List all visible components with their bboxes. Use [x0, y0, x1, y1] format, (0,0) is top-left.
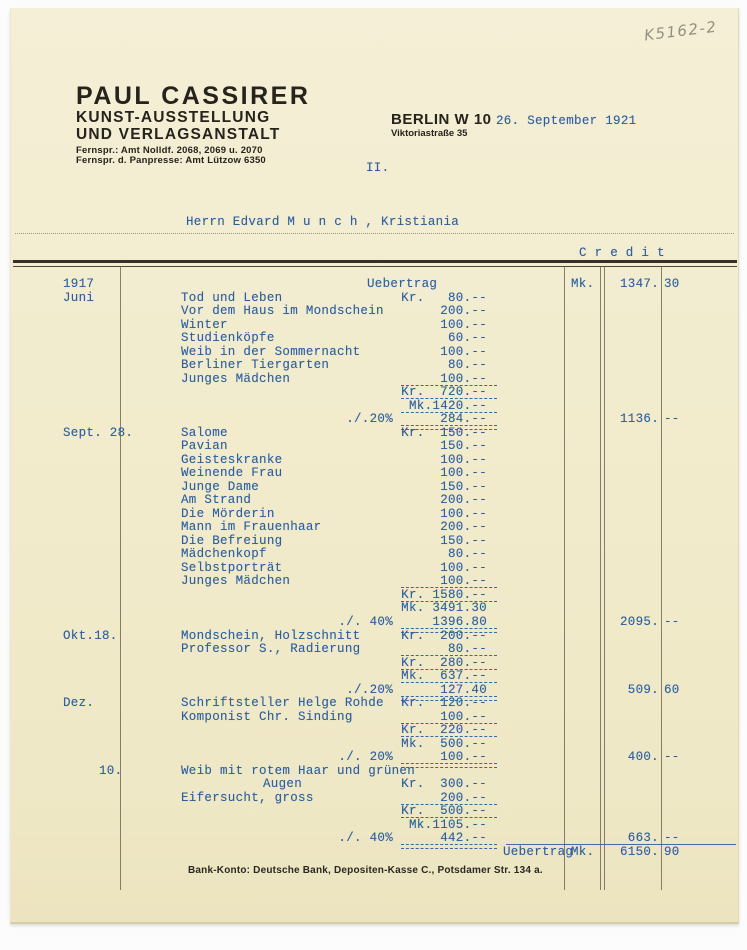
row-date: 1917	[63, 277, 95, 291]
table-row	[11, 386, 738, 400]
row-total-marks: 509.	[627, 682, 659, 697]
row-amount-kr: 1396.80	[432, 615, 487, 629]
row-total-pfennig: 30	[664, 277, 680, 291]
table-row	[11, 454, 738, 468]
row-description: Professor S., Radierung	[181, 642, 361, 657]
table-row	[11, 332, 738, 346]
letterhead-name: PAUL CASSIRER	[76, 82, 311, 110]
row-amount-kr: 200.--	[440, 520, 487, 535]
row-amount-kr: 150.--	[440, 439, 487, 454]
row-description: Vor dem Haus im Mondschein	[181, 304, 384, 319]
row-amount-kr: 80.--	[447, 642, 487, 657]
row-description: Komponist Chr. Sinding	[181, 709, 353, 724]
table-row	[11, 711, 738, 725]
row-total-pfennig: --	[664, 750, 680, 765]
row-description: Am Strand	[181, 493, 252, 508]
row-amount-kr: Kr. 1580.--	[401, 587, 487, 602]
addressee-line: Herrn Edvard M u n c h , Kristiania	[186, 215, 460, 229]
row-discount-percent: ./. 40%	[338, 615, 393, 629]
row-amount-kr: Mk. 637.--	[401, 669, 487, 684]
table-row	[11, 778, 738, 792]
row-description: Die Befreiung	[181, 533, 283, 548]
row-amount-kr: 80.--	[447, 547, 487, 562]
row-description: Weib mit rotem Haar und grünen	[181, 763, 416, 778]
row-amount-kr: 100.--	[440, 317, 487, 332]
row-amount-kr: Kr. 280.--	[401, 655, 487, 670]
ledger-rows	[11, 8, 738, 922]
letterhead-line2: KUNST-AUSSTELLUNG	[76, 109, 271, 126]
table-row	[11, 278, 738, 292]
row-amount-kr: 100.--	[440, 466, 487, 481]
row-amount-kr: 60.--	[447, 331, 487, 346]
row-amount-kr: Kr. 80.--	[401, 290, 487, 305]
row-description: Salome	[181, 425, 228, 440]
row-total-pfennig: --	[664, 412, 680, 427]
row-description: Mondschein, Holzschnitt	[181, 628, 361, 643]
row-amount-kr: 100.--	[440, 750, 487, 765]
row-total-marks: 6150.	[619, 844, 659, 859]
table-row	[11, 846, 738, 860]
row-total-marks: 1136.	[619, 412, 659, 427]
letterhead-line3: UND VERLAGSANSTALT	[76, 126, 281, 143]
row-description: Augen	[263, 777, 303, 792]
table-row	[11, 575, 738, 589]
row-amount-kr: 284.--	[440, 412, 487, 427]
row-amount-kr: 150.--	[440, 479, 487, 494]
table-row	[11, 346, 738, 360]
table-row	[11, 521, 738, 535]
row-description: Geisteskranke	[181, 452, 283, 467]
letterhead-phone1: Fernspr.: Amt Nolldf. 2068, 2069 u. 2070	[76, 145, 263, 156]
row-discount-percent: ./. 20%	[338, 750, 393, 765]
row-description: Tod und Leben	[181, 290, 283, 305]
row-amount-kr: 127.40	[440, 682, 487, 697]
row-description: Weib in der Sommernacht	[181, 344, 361, 359]
row-description: Studienköpfe	[181, 331, 275, 346]
row-description: Junges Mädchen	[181, 574, 291, 589]
row-total-pfennig: --	[664, 615, 680, 629]
table-row	[11, 562, 738, 576]
row-description: Weinende Frau	[181, 466, 283, 481]
letterhead-phone2: Fernspr. d. Panpresse: Amt Lützow 6350	[76, 155, 266, 166]
row-description: Junge Dame	[181, 479, 260, 494]
row-date: Dez.	[63, 696, 95, 711]
row-amount-kr: 100.--	[440, 506, 487, 521]
bank-account-footer: Bank-Konto: Deutsche Bank, Depositen-Kasse C., Potsdamer Str. 134 a.	[188, 865, 543, 876]
row-amount-kr: 100.--	[440, 371, 487, 386]
row-amount-kr: Kr. 220.--	[401, 723, 487, 738]
row-description: Mann im Frauenhaar	[181, 520, 322, 535]
table-row	[11, 670, 738, 684]
table-row	[11, 643, 738, 657]
row-total-pfennig: --	[664, 831, 680, 846]
table-row	[11, 765, 738, 779]
row-amount-kr: Kr. 200.--	[401, 628, 487, 643]
table-row	[11, 467, 738, 481]
row-date: 10.	[99, 763, 123, 778]
row-amount-kr: Kr. 150.--	[401, 425, 487, 440]
row-total-marks: 400.	[627, 750, 659, 765]
archival-note: K5162-2	[643, 17, 719, 45]
row-amount-kr: Mk. 3491.30	[401, 601, 487, 616]
row-date: Okt.18.	[63, 628, 118, 643]
row-amount-kr: 200.--	[440, 304, 487, 319]
row-amount-kr: Kr. 120.--	[401, 696, 487, 711]
row-amount-kr: 100.--	[440, 344, 487, 359]
letter-paper	[10, 8, 739, 924]
table-row	[11, 305, 738, 319]
row-amount-kr: 100.--	[440, 709, 487, 724]
row-total-pfennig: 60	[664, 682, 680, 697]
row-amount-kr: Kr. 500.--	[401, 804, 487, 819]
row-description: Selbstporträt	[181, 560, 283, 575]
row-description: Winter	[181, 317, 228, 332]
row-date: Juni	[63, 290, 95, 305]
row-amount-kr: 80.--	[447, 358, 487, 373]
row-description: Schriftsteller Helge Rohde	[181, 696, 384, 711]
row-discount-percent: ./.20%	[346, 682, 393, 697]
row-total-marks: 663.	[627, 831, 659, 846]
table-row	[11, 359, 738, 373]
row-amount-kr: 442.--	[440, 831, 487, 846]
row-currency-label: Mk.	[571, 277, 595, 291]
row-total-pfennig: 90	[664, 844, 680, 859]
credit-heading: C r e d i t	[579, 246, 665, 260]
row-description: Mädchenkopf	[181, 547, 267, 562]
row-currency-label: Mk.	[571, 844, 595, 859]
row-amount-kr: 200.--	[440, 493, 487, 508]
table-row	[11, 792, 738, 806]
row-description: Pavian	[181, 439, 228, 454]
row-amount-kr: 100.--	[440, 574, 487, 589]
row-amount-kr: 100.--	[440, 560, 487, 575]
row-amount-kr: Mk. 500.--	[401, 736, 487, 751]
table-row	[11, 427, 738, 441]
typed-date: 26. September 1921	[496, 114, 637, 128]
row-discount-percent: ./.20%	[346, 412, 393, 427]
row-amount-kr: Mk.1105.--	[408, 817, 487, 832]
row-total-marks: 2095.	[619, 615, 659, 629]
table-row	[11, 589, 738, 603]
row-amount-kr: 150.--	[440, 533, 487, 548]
row-description: Die Mörderin	[181, 506, 275, 521]
row-date: Sept. 28.	[63, 425, 134, 440]
row-amount-kr: Mk.1420.--	[408, 398, 487, 413]
table-row	[11, 440, 738, 454]
table-row	[11, 508, 738, 522]
row-description: Uebertrag	[367, 277, 438, 291]
page-number: II.	[366, 161, 390, 175]
row-amount-kr: Kr. 720.--	[401, 385, 487, 400]
table-row	[11, 548, 738, 562]
table-row	[11, 319, 738, 333]
letterhead-city: BERLIN W 10	[391, 111, 492, 128]
table-row	[11, 373, 738, 387]
table-row	[11, 805, 738, 819]
table-row	[11, 697, 738, 711]
row-total-marks: 1347.	[619, 277, 659, 291]
row-description: Junges Mädchen	[181, 371, 291, 386]
table-row	[11, 630, 738, 644]
table-row	[11, 724, 738, 738]
table-row	[11, 535, 738, 549]
row-amount-kr: 100.--	[440, 452, 487, 467]
table-row	[11, 494, 738, 508]
table-row	[11, 657, 738, 671]
table-row	[11, 481, 738, 495]
row-description: Berliner Tiergarten	[181, 358, 330, 373]
letterhead-street: Viktoriastraße 35	[391, 128, 468, 139]
row-amount-kr: Kr. 300.--	[401, 777, 487, 792]
row-description: Uebertrag	[503, 844, 574, 859]
row-description: Eifersucht, gross	[181, 790, 314, 805]
table-row	[11, 616, 738, 630]
row-amount-kr: 200.--	[440, 790, 487, 805]
row-discount-percent: ./. 40%	[338, 831, 393, 846]
